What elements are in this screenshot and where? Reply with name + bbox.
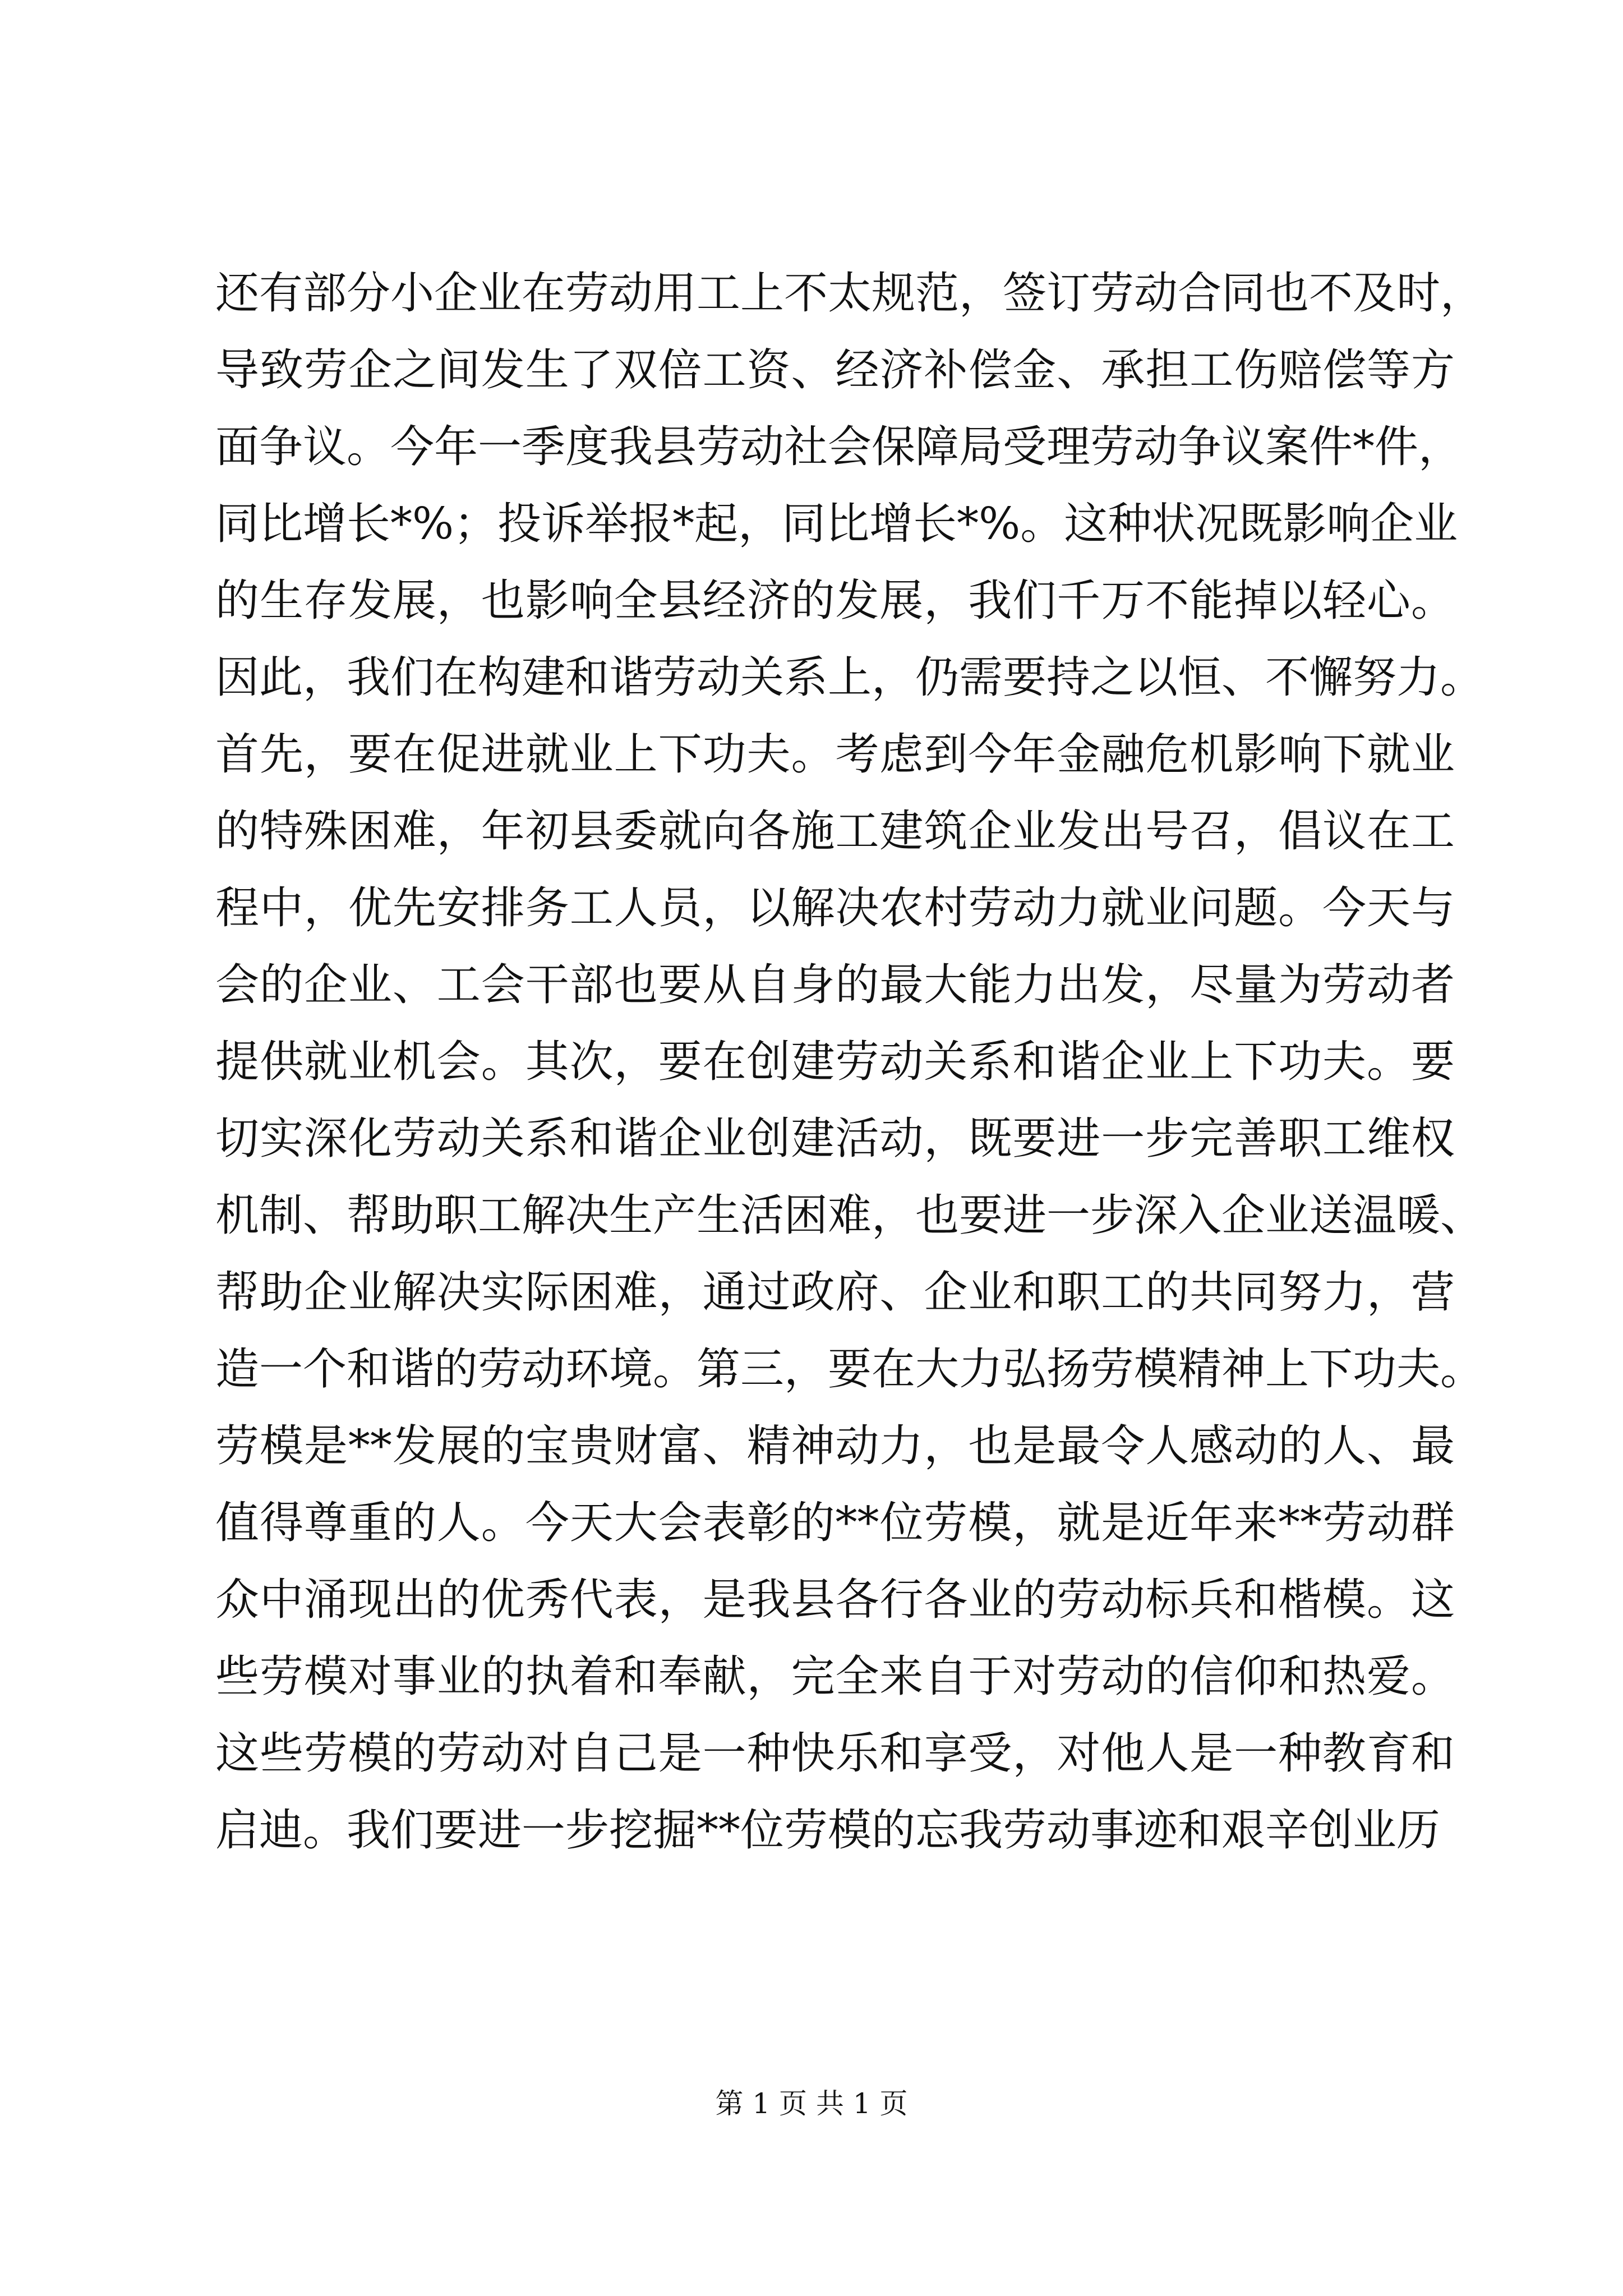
text-line: 面争议。今年一季度我县劳动社会保障局受理劳动争议案件*件， [215,422,1463,472]
text-line: 众中涌现出的优秀代表，是我县各行各业的劳动标兵和楷模。这 [215,1575,1455,1625]
text-line: 劳模是**发展的宝贵财富、精神动力，也是最令人感动的人、最 [215,1421,1455,1471]
text-line: 切实深化劳动关系和谐企业创建活动，既要进一步完善职工维权 [215,1114,1455,1164]
text-line: 这些劳模的劳动对自己是一种快乐和享受，对他人是一种教育和 [215,1728,1455,1779]
text-line: 启迪。我们要进一步挖掘**位劳模的忘我劳动事迹和艰辛创业历 [215,1805,1441,1856]
text-line: 程中，优先安排务工人员，以解决农村劳动力就业问题。今天与 [215,883,1455,933]
text-line: 造一个和谐的劳动环境。第三，要在大力弘扬劳模精神上下功夫。 [215,1344,1484,1395]
text-line: 还有部分小企业在劳动用工上不太规范，签订劳动合同也不及时， [215,268,1484,319]
text-line: 些劳模对事业的执着和奉献，完全来自于对劳动的信仰和热爱。 [215,1651,1455,1702]
text-line: 提供就业机会。其次，要在创建劳动关系和谐企业上下功夫。要 [215,1037,1455,1087]
text-line: 的生存发展，也影响全县经济的发展，我们千万不能掉以轻心。 [215,576,1455,626]
text-line: 导致劳企之间发生了双倍工资、经济补偿金、承担工伤赔偿等方 [215,345,1455,395]
text-line: 同比增长*%；投诉举报*起，同比增长*%。这种状况既影响企业 [215,499,1458,549]
body-text [215,255,1484,1869]
text-line: 的特殊困难，年初县委就向各施工建筑企业发出号召，倡议在工 [215,806,1455,857]
text-line: 值得尊重的人。今天大会表彰的**位劳模，就是近年来**劳动群 [215,1498,1455,1548]
text-line: 机制、帮助职工解决生产生活困难，也要进一步深入企业送温暖、 [215,1190,1484,1241]
page-footer [0,2084,1623,2123]
text-line: 首先，要在促进就业上下功夫。考虑到今年金融危机影响下就业 [215,729,1455,780]
text-line: 因此，我们在构建和谐劳动关系上，仍需要持之以恒、不懈努力。 [215,652,1484,703]
page-number-label: 第 1 页 共 1 页 [715,2087,908,2120]
text-line: 帮助企业解决实际困难，通过政府、企业和职工的共同努力，营 [215,1267,1455,1318]
text-line: 会的企业、工会干部也要从自身的最大能力出发，尽量为劳动者 [215,960,1455,1010]
